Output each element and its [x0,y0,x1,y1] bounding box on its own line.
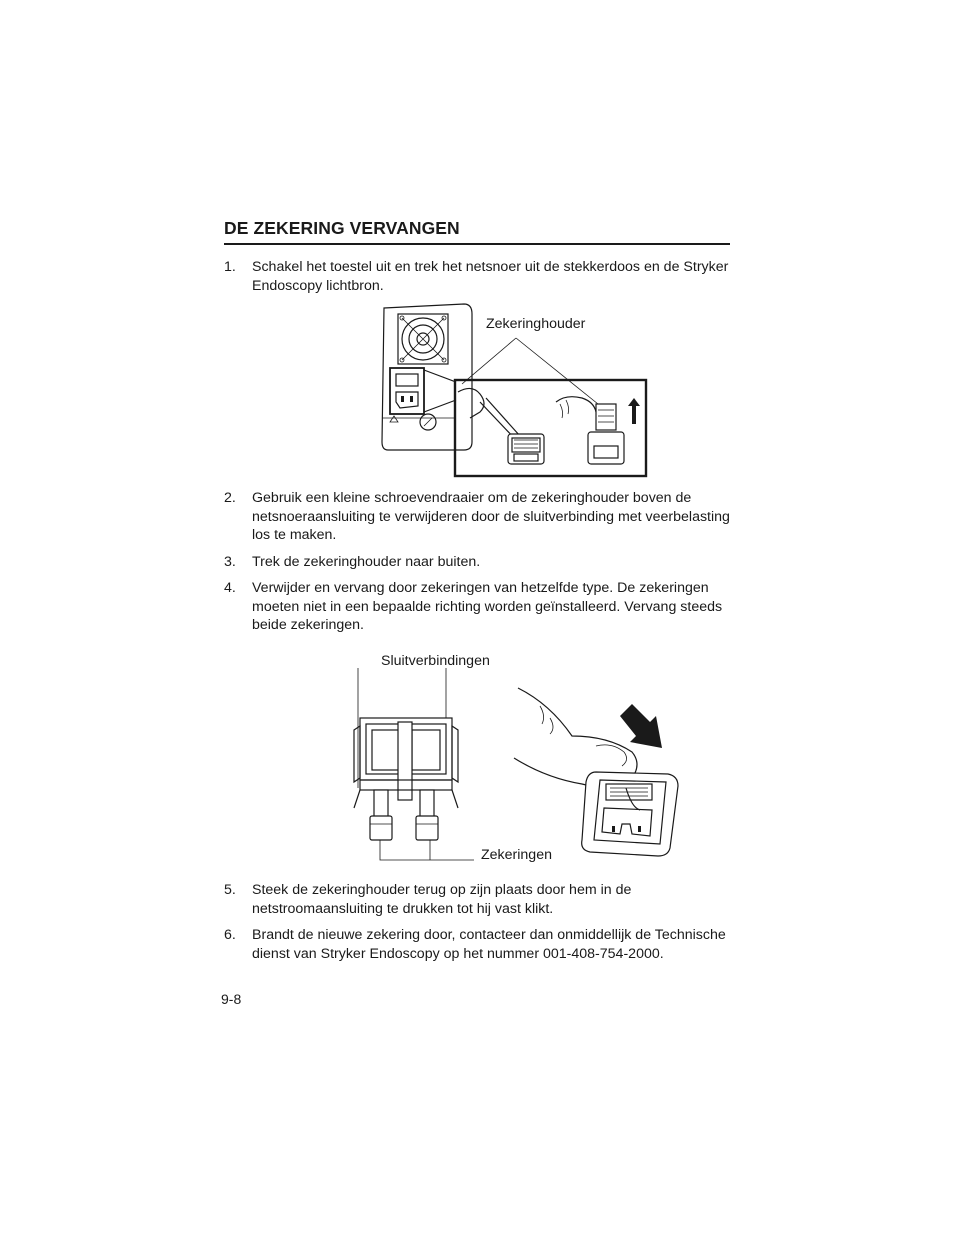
step-number: 3. [224,554,236,570]
step-text: Trek de zekeringhouder naar buiten. [252,554,481,570]
step-number: 6. [224,927,236,943]
step-number: 5. [224,882,236,898]
fuse-holder-illustration [350,660,690,870]
fuses-callout: Zekeringen [481,847,552,863]
step-text: Steek de zekeringhouder terug op zijn plaats door hem in de netstroomaansluiting te drukken tot hij vast klikt. [252,882,632,917]
step-number: 2. [224,490,236,506]
latches-callout: Sluitverbindingen [381,653,490,669]
step-number: 1. [224,259,236,275]
step-text: Verwijder en vervang door zekeringen van hetzelfde type. De zekeringen moeten niet in een bepaalde richting worden geïnstalleerd. Vervang steeds beide zekeringen. [252,580,723,633]
step-number: 4. [224,580,236,596]
step-text: Gebruik een kleine schroevendraaier om de zekeringhouder boven de netsnoeraansluiting te verwijderen door de sluitverbinding met veerbelasting los te maken. [252,490,730,543]
step-text: Brandt de nieuwe zekering door, contacteer dan onmiddellijk de Technische dienst van Stryker Endoscopy op het nummer 001-408-754-2000. [252,927,726,962]
section-heading: DE ZEKERING VERVANGEN [224,218,730,245]
page-number: 9-8 [221,991,242,1007]
step-text: Schakel het toestel uit en trek het netsnoer uit de stekkerdoos en de Stryker Endoscopy lichtbron. [252,259,729,294]
fuse-holder-callout: Zekeringhouder [486,316,586,332]
